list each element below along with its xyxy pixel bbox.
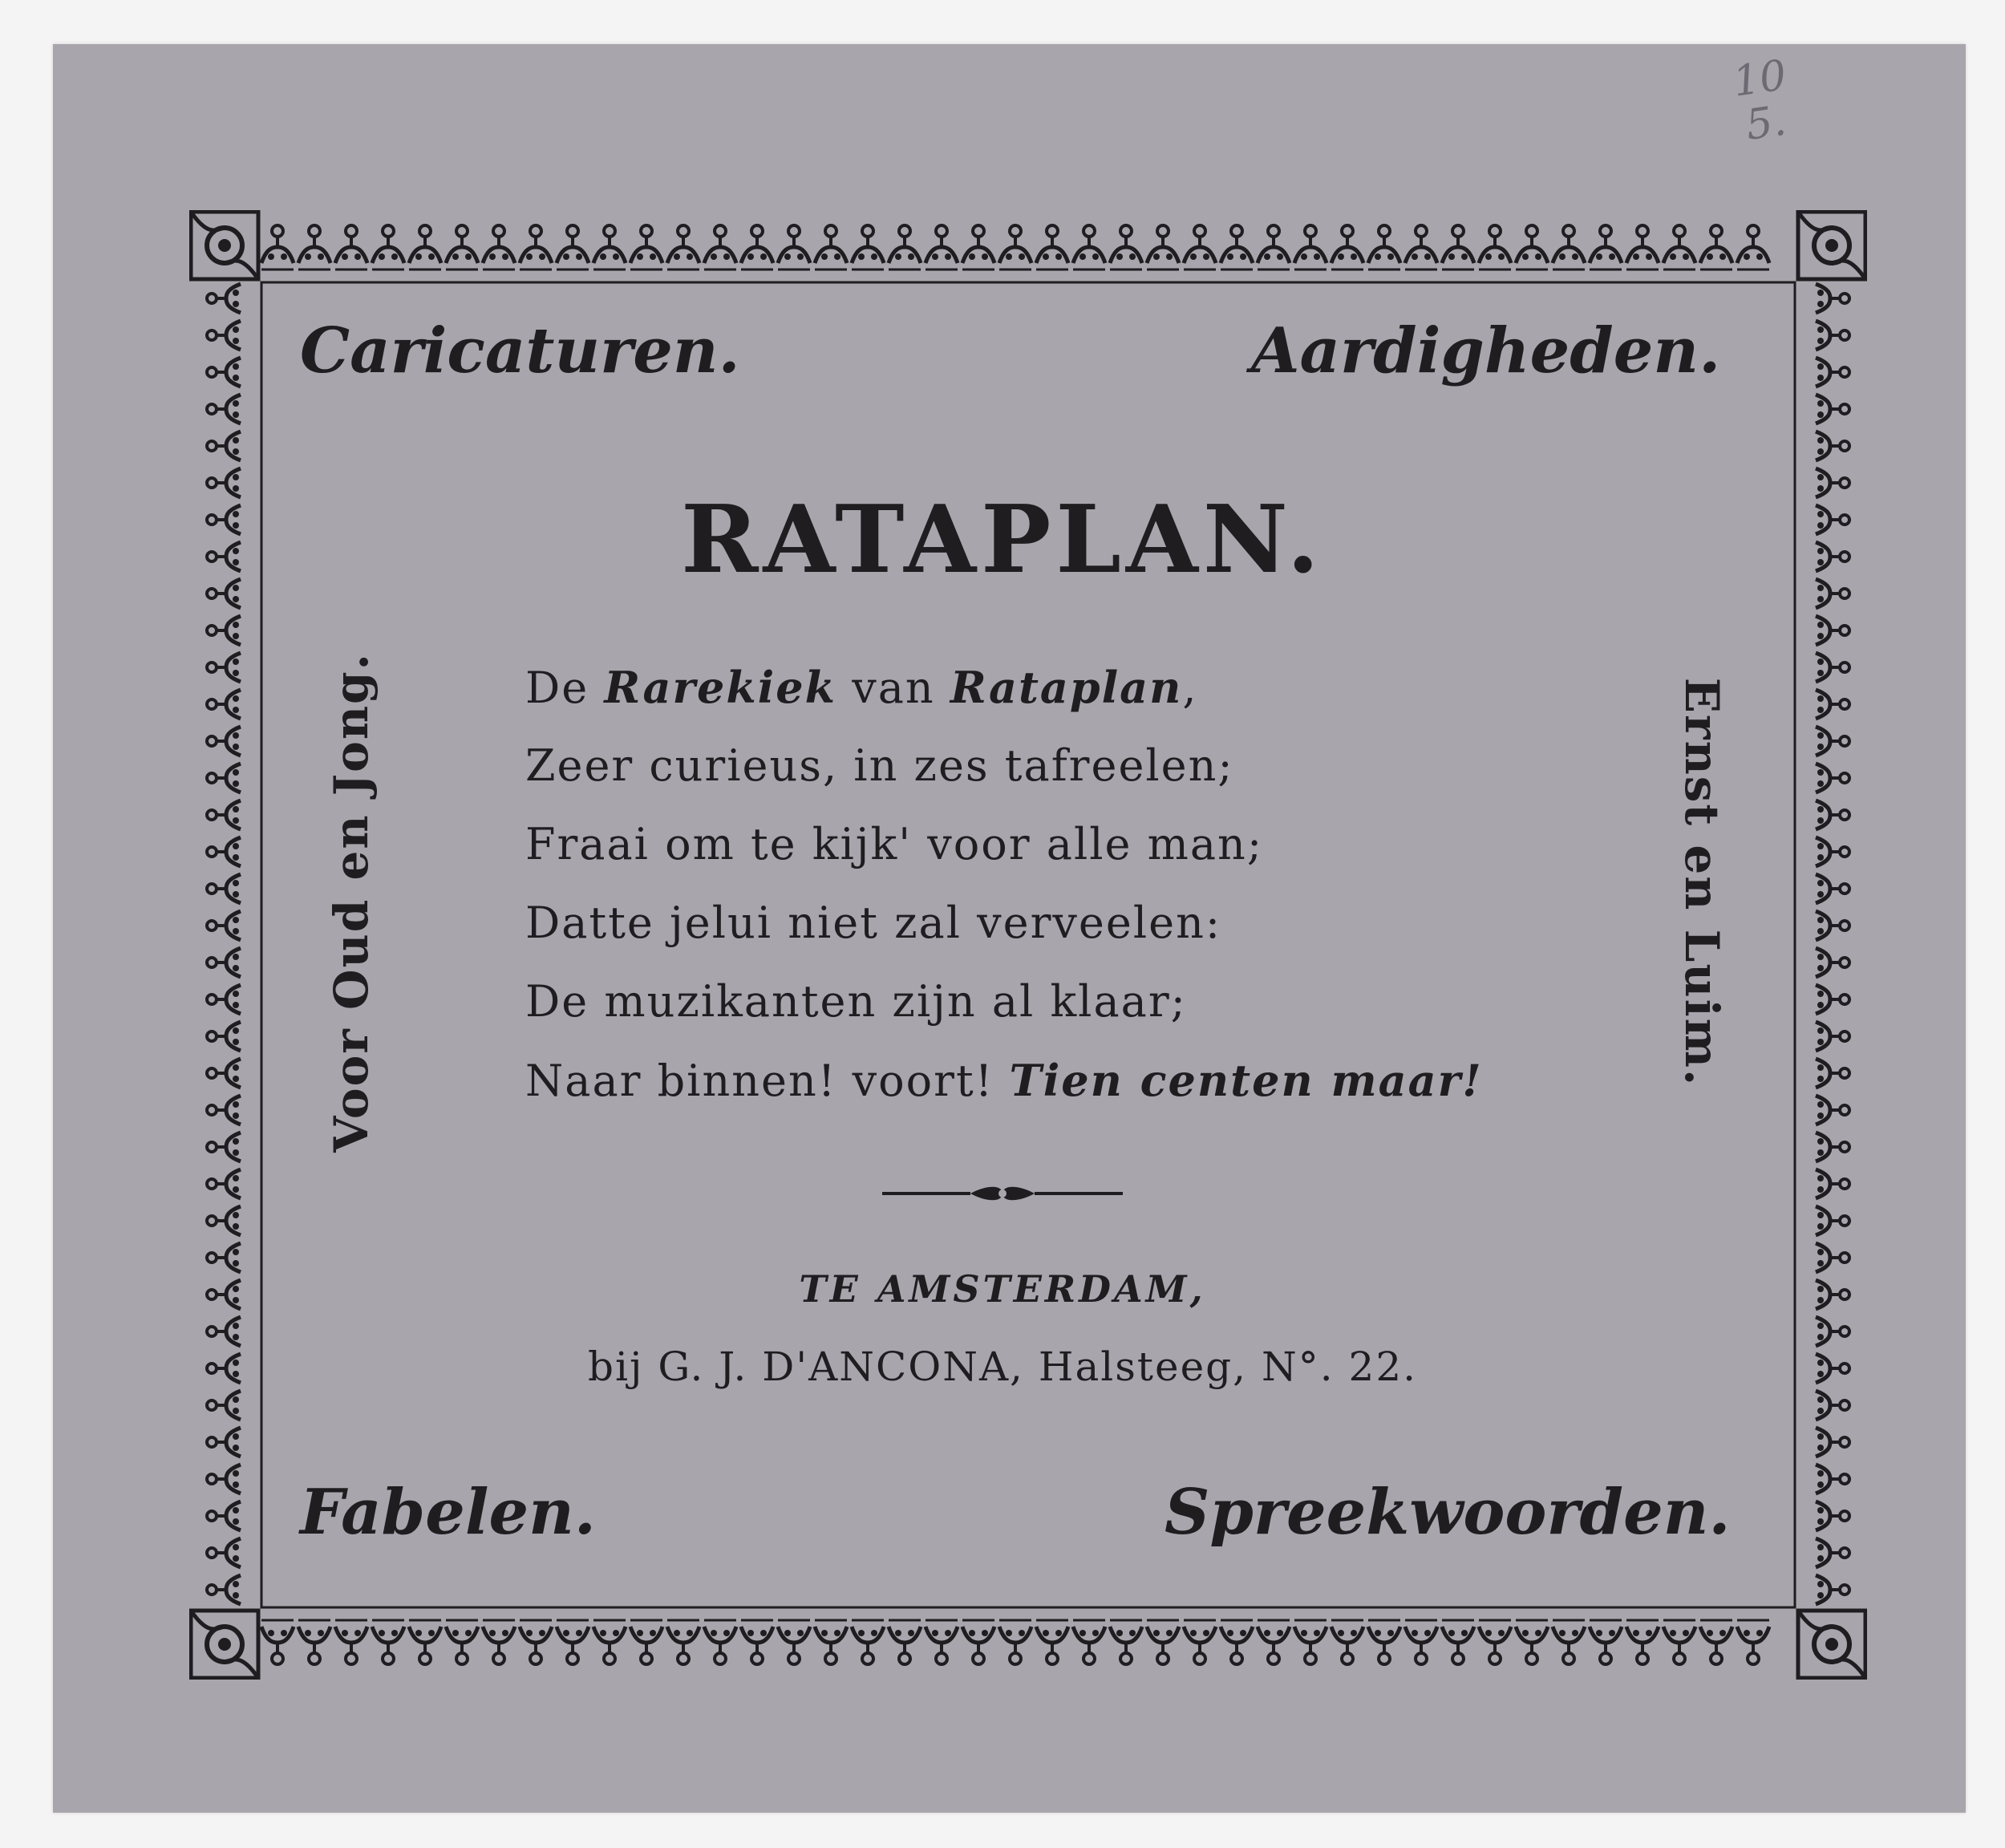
border-ornament-left: [207, 1428, 241, 1457]
border-ornament-right: [1816, 874, 1849, 903]
border-ornament-bottom: [1516, 1620, 1548, 1664]
border-ornament-right: [1816, 764, 1849, 792]
border-ornament-right: [1816, 1243, 1849, 1272]
border-ornament-top: [667, 225, 699, 270]
border-ornament-right: [1816, 358, 1849, 387]
border-ornament-top: [1036, 225, 1068, 270]
border-ornament-top: [298, 225, 330, 270]
border-ornament-bottom: [557, 1620, 589, 1664]
border-ornament-top: [335, 225, 367, 270]
border-ornament-left: [207, 1391, 241, 1420]
verse-line-6-price: Tien centen maar!: [1009, 1055, 1483, 1106]
corner-spreekwoorden: Spreekwoorden.: [1165, 1476, 1731, 1549]
side-text-left: Voor Oud en Jong.: [324, 652, 379, 1153]
border-ornament-bottom: [335, 1620, 367, 1664]
border-ornament-top: [520, 225, 552, 270]
border-ornament-top: [1663, 225, 1695, 270]
border-ornament-bottom: [1331, 1620, 1363, 1664]
border-ornament-right: [1816, 1169, 1849, 1198]
border-ornament-left: [207, 911, 241, 940]
border-ornament-left: [207, 1096, 241, 1125]
imprint-place: TE AMSTERDAM,: [799, 1267, 1206, 1311]
border-ornament-bottom: [1294, 1620, 1327, 1664]
border-ornament-right: [1816, 985, 1849, 1014]
imprint-publisher: bij G. J. D'ANCONA, Halsteeg, N°. 22.: [587, 1343, 1418, 1390]
border-ornament-left: [207, 579, 241, 608]
border-ornament-top: [962, 225, 994, 270]
border-ornament-bottom: [630, 1620, 662, 1664]
verse-line-1-rarekiek: Rarekiek: [604, 662, 837, 713]
border-ornament-top: [1110, 225, 1142, 270]
border-ornament-top: [815, 225, 847, 270]
border-ornament-top: [1258, 225, 1290, 270]
border-ornament-bottom: [1479, 1620, 1511, 1664]
border-ornament-bottom: [1553, 1620, 1585, 1664]
border-ornament-top: [409, 225, 441, 270]
border-ornament-right: [1816, 1575, 1849, 1604]
border-ornament-top: [1553, 225, 1585, 270]
border-ornament-bottom: [1737, 1620, 1769, 1664]
border-ornament-right: [1816, 1059, 1849, 1088]
border-ornament-right: [1816, 800, 1849, 829]
border-ornament-left: [207, 1465, 241, 1493]
verse-line-6: [525, 1041, 1483, 1120]
corner-fabelen: Fabelen.: [300, 1476, 596, 1549]
border-ornament-bottom: [1626, 1620, 1659, 1664]
corner-aardigheden: Aardigheden.: [1251, 314, 1721, 387]
border-ornament-right: [1816, 1465, 1849, 1493]
border-ornament-right: [1816, 284, 1849, 313]
border-ornament-bottom: [593, 1620, 626, 1664]
border-ornament-left: [207, 1243, 241, 1272]
border-ornament-left: [207, 800, 241, 829]
verse-line-1-part-a: De: [525, 663, 605, 713]
border-ornament-right: [1816, 542, 1849, 571]
border-ornament-right: [1816, 727, 1849, 756]
border-ornament-top: [261, 225, 294, 270]
border-ornament-right: [1816, 1428, 1849, 1457]
border-ornament-top: [1590, 225, 1622, 270]
border-ornament-bottom: [298, 1620, 330, 1664]
border-ornament-left: [207, 1354, 241, 1383]
border-ornament-bottom: [372, 1620, 404, 1664]
border-ornament-top: [999, 225, 1031, 270]
page-title: RATAPLAN.: [681, 485, 1324, 594]
border-ornament-left: [207, 358, 241, 387]
border-ornament-bottom: [520, 1620, 552, 1664]
border-ornament-right: [1816, 1317, 1849, 1346]
verse-line-1-part-c: van: [836, 663, 950, 713]
border-ornament-left: [207, 321, 241, 350]
border-ornament-right: [1816, 468, 1849, 497]
border-ornament-bottom: [1073, 1620, 1105, 1664]
border-ornament-right: [1816, 653, 1849, 682]
border-ornament-top: [1479, 225, 1511, 270]
border-ornament-bottom: [999, 1620, 1031, 1664]
border-ornament-right: [1816, 1280, 1849, 1309]
side-text-right: Ernst en Luim.: [1675, 677, 1729, 1088]
border-ornament-bottom: [1590, 1620, 1622, 1664]
border-ornament-top: [630, 225, 662, 270]
decorative-rule: [882, 1183, 1123, 1204]
border-ornament-bottom: [1663, 1620, 1695, 1664]
border-ornament-right: [1816, 837, 1849, 866]
border-ornament-right: [1816, 948, 1849, 977]
border-ornament-bottom: [483, 1620, 515, 1664]
border-ornament-bottom: [1368, 1620, 1400, 1664]
border-ornament-bottom: [962, 1620, 994, 1664]
border-ornament-left: [207, 1317, 241, 1346]
border-ornament-right: [1816, 1354, 1849, 1383]
border-ornament-bottom: [667, 1620, 699, 1664]
border-ornament-top: [1147, 225, 1179, 270]
border-ornament-bottom: [778, 1620, 810, 1664]
border-ornament-top: [1073, 225, 1105, 270]
border-ornament-right: [1816, 395, 1849, 424]
border-ornament-right: [1816, 1096, 1849, 1125]
border-ornament-left: [207, 616, 241, 645]
verse-line-3: Fraai om te kijk' voor alle man;: [525, 819, 1264, 869]
border-ornament-left: [207, 1538, 241, 1567]
border-ornament-left: [207, 727, 241, 756]
verse-line-2: Zeer curieus, in zes tafreelen;: [525, 740, 1234, 791]
border-ornament-bottom: [1700, 1620, 1732, 1664]
border-ornament-top: [446, 225, 478, 270]
border-ornament-top: [1626, 225, 1659, 270]
border-ornament-left: [207, 1022, 241, 1051]
border-ornament-bottom: [926, 1620, 958, 1664]
border-ornament-top: [1368, 225, 1400, 270]
border-ornament-right: [1816, 1022, 1849, 1051]
border-ornament-top: [1442, 225, 1474, 270]
border-ornament-top: [557, 225, 589, 270]
pencil-annotation-top: 10: [1730, 51, 1790, 107]
verse-line-5: De muzikanten zijn al klaar;: [525, 976, 1187, 1027]
border-ornament-left: [207, 468, 241, 497]
border-ornament-right: [1816, 690, 1849, 719]
border-ornament-right: [1816, 1502, 1849, 1530]
border-ornament-left: [207, 948, 241, 977]
pencil-annotation-bottom: 5.: [1743, 96, 1789, 150]
border-ornament-right: [1816, 1133, 1849, 1161]
border-ornament-top: [483, 225, 515, 270]
border-ornament-top: [1516, 225, 1548, 270]
border-ornament-top: [741, 225, 773, 270]
border-ornament-top: [593, 225, 626, 270]
border-ornament-bottom: [261, 1620, 294, 1664]
border-ornament-bottom: [852, 1620, 884, 1664]
border-ornament-bottom: [1184, 1620, 1216, 1664]
verse-line-6-part-a: Naar binnen! voort!: [525, 1056, 1010, 1106]
verse-line-4: Datte jelui niet zal verveelen:: [525, 898, 1222, 948]
border-ornament-left: [207, 1280, 241, 1309]
border-ornament-left: [207, 1169, 241, 1198]
border-ornament-left: [207, 1502, 241, 1530]
border-ornament-right: [1816, 505, 1849, 534]
border-ornament-left: [207, 505, 241, 534]
border-ornament-right: [1816, 1206, 1849, 1235]
border-ornament-left: [207, 284, 241, 313]
verse-block: [525, 648, 1483, 1120]
border-ornament-bottom: [741, 1620, 773, 1664]
border-ornament-top: [372, 225, 404, 270]
corner-caricaturen: Caricaturen.: [300, 314, 740, 387]
border-ornament-top: [926, 225, 958, 270]
border-ornament-right: [1816, 579, 1849, 608]
border-ornament-left: [207, 1206, 241, 1235]
border-ornament-right: [1816, 911, 1849, 940]
border-ornament-bottom: [1258, 1620, 1290, 1664]
border-ornament-left: [207, 874, 241, 903]
border-ornament-bottom: [409, 1620, 441, 1664]
border-ornament-left: [207, 764, 241, 792]
border-ornament-top: [1331, 225, 1363, 270]
border-ornament-bottom: [446, 1620, 478, 1664]
verse-line-1: [525, 648, 1483, 727]
border-ornament-top: [1700, 225, 1732, 270]
verse-line-1-comma: ,: [1182, 663, 1198, 713]
border-ornament-bottom: [1147, 1620, 1179, 1664]
border-ornament-left: [207, 432, 241, 460]
border-ornament-bottom: [889, 1620, 921, 1664]
border-ornament-top: [852, 225, 884, 270]
border-ornament-left: [207, 985, 241, 1014]
border-ornament-right: [1816, 432, 1849, 460]
border-ornament-top: [1221, 225, 1253, 270]
border-ornament-top: [1184, 225, 1216, 270]
border-ornament-top: [1294, 225, 1327, 270]
border-ornament-left: [207, 1575, 241, 1604]
border-ornament-top: [1737, 225, 1769, 270]
border-ornament-top: [1405, 225, 1437, 270]
border-ornament-left: [207, 690, 241, 719]
border-ornament-bottom: [1110, 1620, 1142, 1664]
border-ornament-top: [889, 225, 921, 270]
border-ornament-left: [207, 395, 241, 424]
border-ornament-left: [207, 653, 241, 682]
border-ornament-left: [207, 837, 241, 866]
border-ornament-bottom: [1405, 1620, 1437, 1664]
border-ornament-left: [207, 542, 241, 571]
border-ornament-bottom: [1221, 1620, 1253, 1664]
border-ornament-bottom: [815, 1620, 847, 1664]
border-ornament-right: [1816, 616, 1849, 645]
verse-line-1-rataplan: Rataplan: [950, 662, 1183, 713]
border-ornament-top: [778, 225, 810, 270]
border-ornament-left: [207, 1059, 241, 1088]
border-ornament-bottom: [704, 1620, 736, 1664]
border-ornament-top: [704, 225, 736, 270]
border-ornament-left: [207, 1133, 241, 1161]
border-ornament-right: [1816, 1391, 1849, 1420]
border-ornament-right: [1816, 321, 1849, 350]
border-ornament-bottom: [1442, 1620, 1474, 1664]
border-ornament-bottom: [1036, 1620, 1068, 1664]
border-ornament-right: [1816, 1538, 1849, 1567]
